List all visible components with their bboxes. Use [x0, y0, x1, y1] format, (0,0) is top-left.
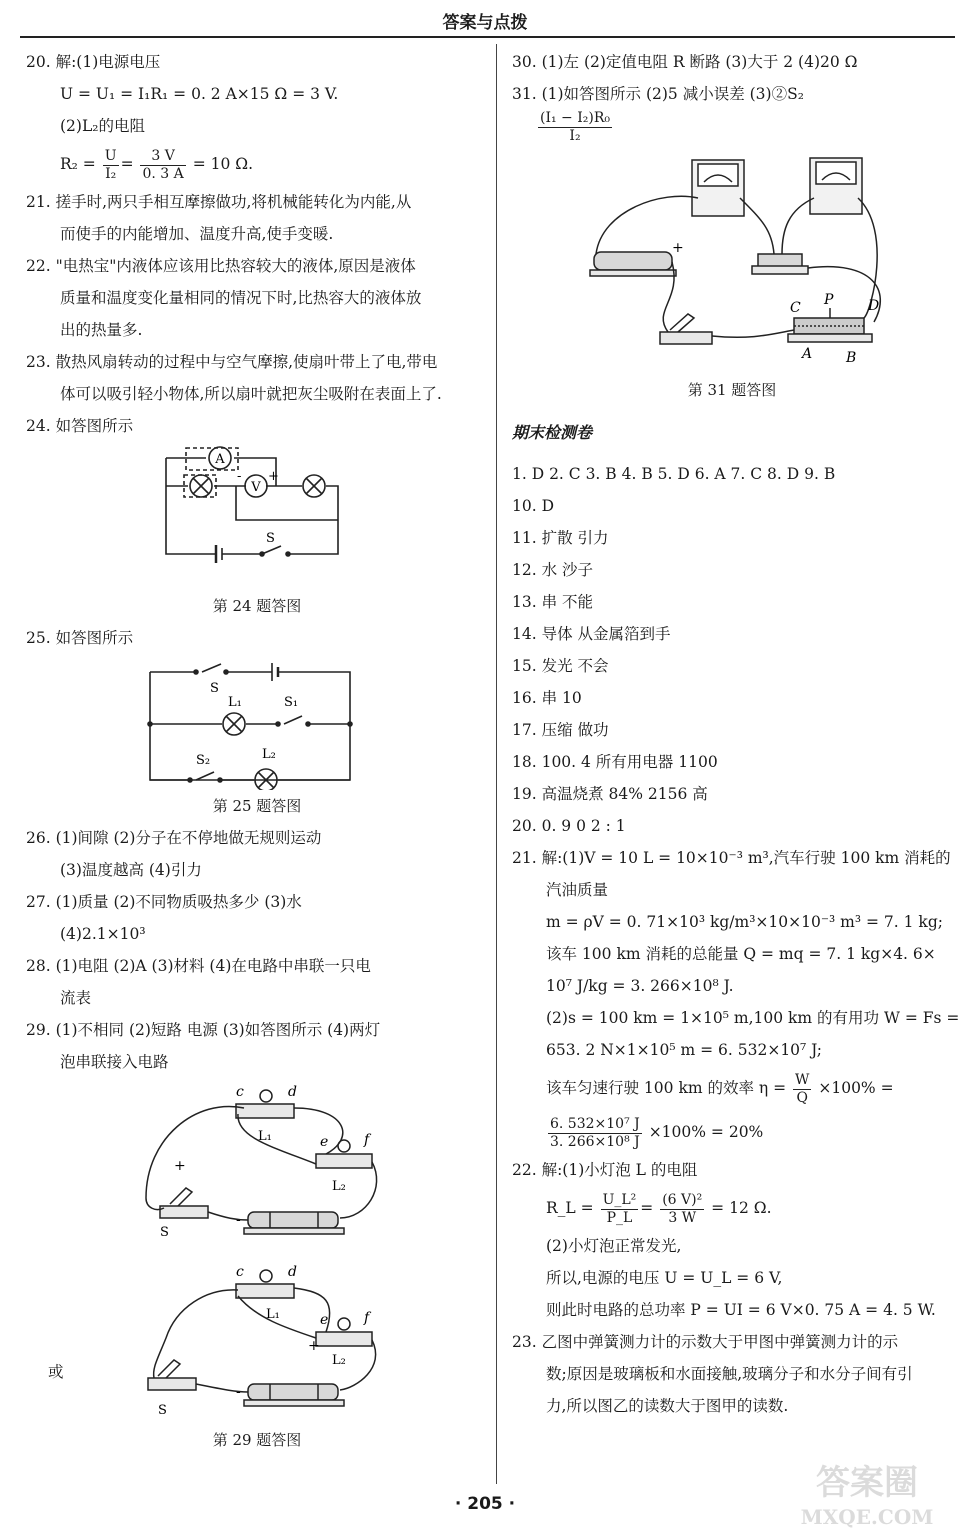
fig31-plus: +: [672, 240, 684, 256]
page-number: · 205 ·: [454, 1494, 516, 1514]
q20-line3: (2)L₂的电阻: [60, 117, 145, 135]
fig31-p-label: P: [824, 292, 834, 308]
watermark-logo: [782, 1452, 952, 1532]
answer-line: 10. D: [512, 497, 555, 515]
q22r-line4: 所以,电源的电压 U = U_L = 6 V,: [546, 1269, 783, 1287]
section-title: 期末检测卷: [512, 423, 593, 442]
q24-line: 24. 如答图所示: [26, 417, 134, 435]
q22-line1: 22. "电热宝"内液体应该用比热容较大的液体,原因是液体: [26, 257, 416, 275]
ammeter-symbol: A: [215, 452, 225, 467]
fig29-c-top: c: [236, 1084, 244, 1100]
figure-24-circuit: [26, 442, 488, 590]
answer-line: 14. 导体 从金属箔到手: [512, 625, 671, 643]
q21r-line8: 该车匀速行驶 100 km 的效率 η = $\frac{W}{Q}$ ×100% =: [546, 1071, 894, 1106]
fig29-d-top: d: [288, 1084, 297, 1100]
figure-29-caption: 第 29 题答图: [212, 1431, 302, 1449]
column-divider: [496, 44, 497, 1484]
q21r-line5: 10⁷ J/kg = 3. 266×10⁸ J.: [546, 977, 734, 995]
q21r-fraction-eff: $\frac{\text{6. 532×10⁷ J}}{\text{3. 266×10⁸ J}}$: [550, 1115, 640, 1150]
fig29-minus-top: -: [236, 1212, 241, 1228]
q23r-line2: 数;原因是玻璃板和水面接触,玻璃分子和水分子间有引: [546, 1365, 913, 1383]
q22r-line5: 则此时电路的总功率 P = UI = 6 V×0. 75 A = 4. 5 W.: [546, 1301, 936, 1319]
q21r-line2: 汽油质量: [546, 881, 609, 899]
q20-fraction-1: $\frac{U}{\text{I₂}}$: [104, 147, 117, 182]
fig29-l1-bottom: L₁: [266, 1307, 280, 1322]
figure-24-caption: 第 24 题答图: [212, 597, 302, 615]
answer-line: 15. 发光 不会: [512, 657, 609, 675]
fig29-l2-bottom: L₂: [332, 1353, 346, 1368]
q22r-line2: R_L = $\frac{\text{U\_L²}}{P\_L}$ = $\frac{\text{(6 V)²}}{3 W}$ = 12 Ω.: [546, 1191, 772, 1226]
fig29-plus-bottom: +: [308, 1338, 320, 1354]
svg-text:答案圈: 答案圈: [816, 1463, 918, 1503]
answer-line: 1. D 2. C 3. B 4. B 5. D 6. A 7. C 8. D 9. B: [512, 465, 836, 483]
q29-line1: 29. (1)不相同 (2)短路 电源 (3)如答图所示 (4)两灯: [26, 1021, 381, 1039]
q22r-line3: (2)小灯泡正常发光,: [546, 1237, 682, 1255]
q21r-fraction-wq: $\frac{W}{Q}$: [795, 1071, 810, 1106]
q20-eq-lhs: R₂ =: [60, 155, 96, 173]
fig29-s-top: S: [160, 1225, 169, 1240]
fig29-f-bottom: f: [364, 1310, 370, 1326]
q23-line2: 体可以吸引轻小物体,所以扇叶就把灰尘吸附在表面上了.: [60, 385, 442, 403]
fig29-s-bottom: S: [158, 1403, 167, 1418]
left-column: [26, 46, 488, 1456]
fig29-l1-top: L₁: [258, 1129, 272, 1144]
fig29-minus-bottom: -: [236, 1384, 241, 1400]
q21r-line7: 653. 2 N×1×10⁵ m = 6. 532×10⁷ J;: [546, 1041, 822, 1059]
answer-line: 19. 高温烧煮 84% 2156 高: [512, 785, 708, 803]
q23-line1: 23. 散热风扇转动的过程中与空气摩擦,使扇叶带上了电,带电: [26, 353, 438, 371]
q29-line2: 泡串联接入电路: [60, 1053, 169, 1071]
fig29-plus-top: +: [174, 1158, 186, 1174]
q22-line2: 质量和温度变化量相同的情况下时,比热容大的液体放: [60, 289, 422, 307]
answer-line: 11. 扩散 引力: [512, 529, 609, 547]
q20-eq-result: = 10 Ω.: [192, 155, 254, 173]
fig25-s2-label: S₂: [196, 753, 211, 768]
figure-29-or-label: 或: [48, 1363, 64, 1381]
header-rule: [20, 36, 955, 38]
q21r-line9: $\frac{\text{6. 532×10⁷ J}}{\text{3. 266×10⁸ J}}$ ×100% = 20%: [550, 1115, 764, 1150]
fig25-l2-label: L₂: [262, 747, 276, 762]
q26-line2: (3)温度越高 (4)引力: [60, 861, 202, 879]
q21r-line3: m = ρV = 0. 71×10³ kg/m³×10×10⁻³ m³ = 7. 1 kg;: [546, 913, 943, 931]
q23r-line1: 23. 乙图中弹簧测力计的示数大于甲图中弹簧测力计的示: [512, 1333, 899, 1351]
fig29-e-bottom: e: [320, 1312, 329, 1328]
q20-line1: 20. 解:(1)电源电压: [26, 53, 161, 71]
q20-line4: R₂ = $\frac{U}{\text{I₂}}$ = $\frac{3 V}{0. 3 A}$ = 10 Ω.: [60, 147, 254, 182]
right-column: [512, 46, 960, 1422]
fig29-f-top: f: [364, 1132, 370, 1148]
answer-line: 16. 串 10: [512, 689, 582, 707]
q21-line1: 21. 搓手时,两只手相互摩擦做功,将机械能转化为内能,从: [26, 193, 412, 211]
q21-line2: 而使手的内能增加、温度升高,使手变暖.: [60, 225, 334, 243]
fig29-d-bottom: d: [288, 1264, 297, 1280]
figure-25-circuit: [26, 654, 488, 790]
q21r-line4: 该车 100 km 消耗的总能量 Q = mq = 7. 1 kg×4. 6×: [546, 945, 936, 963]
q21r-line6: (2)s = 100 km = 1×10⁵ m,100 km 的有用功 W = Fs =: [546, 1009, 960, 1027]
q22r-fraction-2: $\frac{\text{(6 V)²}}{3 W}$: [662, 1191, 703, 1226]
page-header: [0, 0, 970, 36]
header-title: 答案与点拨: [442, 13, 528, 33]
fig25-s-label: S: [210, 681, 219, 696]
q27-line1: 27. (1)质量 (2)不同物质吸热多少 (3)水: [26, 893, 302, 911]
q31-line: 31. (1)如答图所示 (2)5 减小误差 (3)②S₂: [512, 85, 804, 103]
fig31-a-label: A: [802, 346, 813, 362]
figure-31-circuit: [512, 150, 952, 374]
figure-31-caption: 第 31 题答图: [687, 381, 777, 399]
fig29-e-top: e: [320, 1134, 329, 1150]
answer-line: 13. 串 不能: [512, 593, 594, 611]
q25-line: 25. 如答图所示: [26, 629, 134, 647]
figure-25-caption: 第 25 题答图: [212, 797, 302, 815]
q20-fraction-2: $\frac{3 V}{0. 3 A}$: [142, 147, 184, 182]
q22r-fraction-1: $\frac{\text{U\_L²}}{P\_L}$: [602, 1191, 637, 1226]
fig24-plus: +: [268, 469, 279, 484]
q23r-line3: 力,所以图乙的读数大于图甲的读数.: [546, 1397, 789, 1415]
voltmeter-symbol: V: [251, 480, 261, 495]
svg-text:MXQE.COM: MXQE.COM: [800, 1505, 934, 1529]
q22r-line1: 22. 解:(1)小灯泡 L 的电阻: [512, 1161, 698, 1179]
answer-line: 18. 100. 4 所有用电器 1100: [512, 753, 718, 771]
q20-line2: U = U₁ = I₁R₁ = 0. 2 A×15 Ω = 3 V.: [60, 85, 339, 103]
figure-29-circuits: [26, 1078, 488, 1424]
fig25-l1-label: L₁: [228, 695, 242, 710]
q30-line: 30. (1)左 (2)定值电阻 R 断路 (3)大于 2 (4)20 Ω: [512, 53, 858, 71]
q21r-line1: 21. 解:(1)V = 10 L = 10×10⁻³ m³,汽车行驶 100 km 消耗的: [512, 849, 951, 867]
fig24-switch-label: S: [266, 531, 275, 546]
fig29-l2-top: L₂: [332, 1179, 346, 1194]
fig31-d-label: D: [868, 298, 880, 314]
answer-line: 12. 水 沙子: [512, 561, 594, 579]
q31-formula: [512, 110, 952, 150]
fig25-s1-label: S₁: [284, 695, 299, 710]
answer-line: 17. 压缩 做功: [512, 721, 609, 739]
q27-line2: (4)2.1×10³: [60, 925, 146, 943]
fig29-c-bottom: c: [236, 1264, 244, 1280]
q28-line1: 28. (1)电阻 (2)A (3)材料 (4)在电路中串联一只电: [26, 957, 371, 975]
q26-line1: 26. (1)间隙 (2)分子在不停地做无规则运动: [26, 829, 322, 847]
fig31-b-label: B: [846, 350, 857, 366]
fig24-minus: -: [237, 469, 242, 484]
q28-line2: 流表: [60, 989, 92, 1007]
q31-fraction: $\frac{\text{(I₁ − I₂)R₀}}{\text{I₂}}$: [540, 110, 610, 144]
answer-line: 20. 0. 9 0 2 : 1: [512, 817, 626, 835]
q22-line3: 出的热量多.: [60, 321, 143, 339]
fig31-c-label: C: [790, 300, 801, 316]
